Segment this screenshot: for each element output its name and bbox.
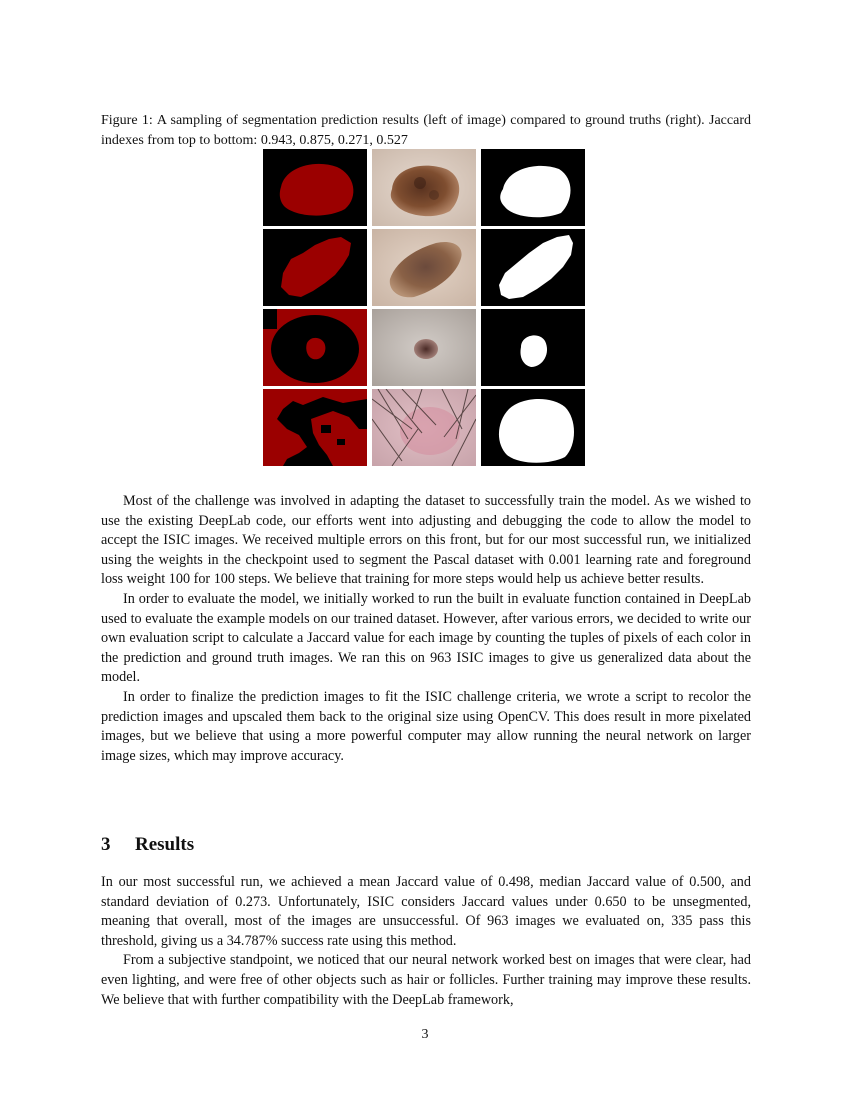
methods-paragraph-3: In order to finalize the prediction images to fit the ISIC challenge criteria, we wrote a script to recolor the prediction images and upscaled them back to the original size using OpenCV. This does result in more pixelated images, but we believe that using a more powerful computer may allow running the neural network on larger image sizes, which may improve accuracy. xyxy=(101,688,751,764)
ground-truth-image-1 xyxy=(481,149,585,226)
results-text xyxy=(101,873,751,1010)
prediction-image-2 xyxy=(263,229,367,306)
section-number: 3 xyxy=(101,834,111,855)
section-title: Results xyxy=(135,834,195,855)
prediction-image-3 xyxy=(263,309,367,386)
results-paragraph-2: From a subjective standpoint, we noticed that our neural network worked best on images that were clear, had even lighting, and were free of other objects such as hair or follicles. Further training may improve these results. We believe that with further compatibility with the DeepLab framework, xyxy=(101,952,751,1008)
figure-caption-text: A sampling of segmentation prediction results (left of image) compared to ground truths (right). Jaccard indexes from top to bottom: 0.943, 0.875, 0.271, 0.527 xyxy=(101,113,751,148)
segmentation-figure xyxy=(263,149,587,467)
ground-truth-image-2 xyxy=(481,229,585,306)
page-number: 3 xyxy=(421,1027,429,1042)
methods-text xyxy=(101,492,751,766)
methods-paragraph-1: Most of the challenge was involved in adapting the dataset to successfully train the model. As we wished to use the existing DeepLab code, our efforts went into adjusting and debugging the code to allow the model to accept the ISIC images. We received multiple errors on this front, but for our most successful run, we initialized using the weights in the checkpoint used to segment the Pascal dataset with 0.001 learning rate and foreground loss weight 100 for 100 steps. We believe that training for more steps would help us achieve better results. xyxy=(101,493,751,588)
prediction-image-1 xyxy=(263,149,367,226)
figure-caption xyxy=(101,111,751,151)
dermoscopy-image-3 xyxy=(372,309,476,386)
dermoscopy-image-2 xyxy=(372,229,476,306)
dermoscopy-image-4 xyxy=(372,389,476,466)
figure-label: Figure 1: xyxy=(101,113,153,128)
ground-truth-image-4 xyxy=(481,389,585,466)
results-heading xyxy=(101,834,194,856)
results-paragraph-1: In our most successful run, we achieved a mean Jaccard value of 0.498, median Jaccard value of 0.500, and standard deviation of 0.273. Unfortunately, ISIC considers Jaccard values under 0.650 to be unsegmented, meaning that overall, most of the images are unsuccessful. Of 963 images we evaluated on, 335 pass this threshold, giving us a 34.787% success rate using this method. xyxy=(101,874,751,949)
dermoscopy-image-1 xyxy=(372,149,476,226)
prediction-image-4 xyxy=(263,389,367,466)
methods-paragraph-2: In order to evaluate the model, we initially worked to run the built in evaluate function contained in DeepLab used to evaluate the example models on our trained dataset. However, after various errors, we decided to write our own evaluation script to calculate a Jaccard value for each image by counting the tuples of pixels of each color in the prediction and ground truth images. We ran this on 963 ISIC images to give us generalized data about the model. xyxy=(101,590,751,686)
ground-truth-image-3 xyxy=(481,309,585,386)
